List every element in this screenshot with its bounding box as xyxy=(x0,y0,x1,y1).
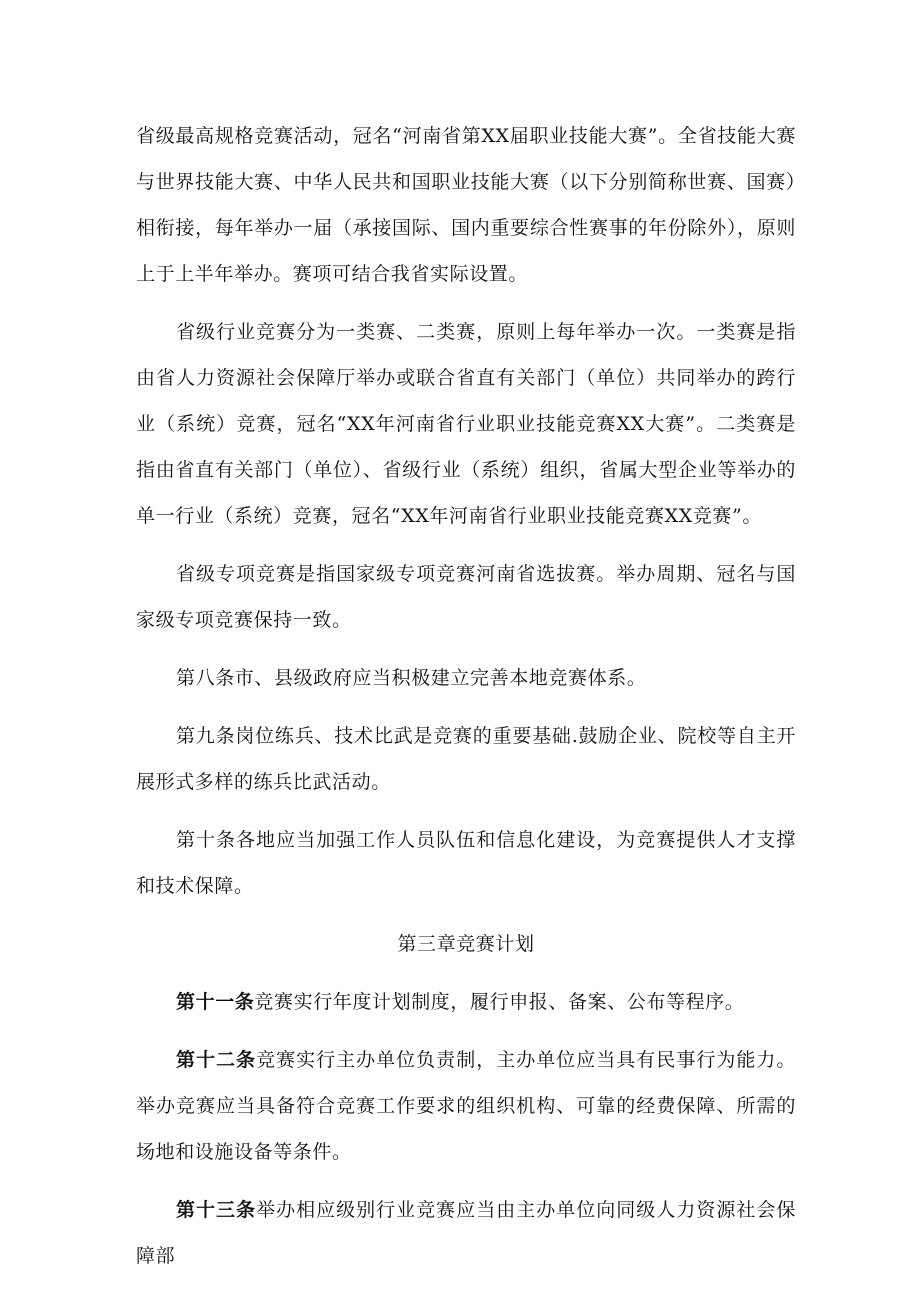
paragraph-article-12 xyxy=(136,1037,796,1175)
article-label: 第十三条 xyxy=(176,1199,257,1221)
paragraph-provincial-skills-contest: 省级最高规格竞赛活动，冠名“河南省第XX届职业技能大赛”。全省技能大赛与世界技能大赛、中华人民共和国职业技能大赛（以下分别简称世赛、国赛）相衔接，每年举办一届（承接国际、国内重要综合性赛事的年份除外），原则上于上半年举办。赛项可结合我省实际设置。 xyxy=(136,125,796,285)
paragraph-article-11 xyxy=(136,979,796,1025)
paragraph-article-13 xyxy=(136,1187,796,1279)
article-text: 举办相应级别行业竞赛应当由主办单位向同级人力资源社会保障部 xyxy=(136,1199,797,1267)
article-label: 第十二条 xyxy=(176,1049,257,1071)
paragraph-provincial-special-contest: 省级专项竞赛是指国家级专项竞赛河南省选拔赛。举办周期、冠名与国家级专项竞赛保持一致。 xyxy=(136,563,796,631)
paragraph-article-8: 第八条市、县级政府应当积极建立完善本地竞赛体系。 xyxy=(176,667,647,689)
chapter-heading: 第三章竞赛计划 xyxy=(397,933,535,955)
paragraph-article-10: 第十条各地应当加强工作人员队伍和信息化建设，为竞赛提供人才支撑和技术保障。 xyxy=(136,829,796,897)
article-text: 竞赛实行主办单位负责制，主办单位应当具有民事行为能力。举办竞赛应当具备符合竞赛工作要求的组织机构、可靠的经费保障、所需的场地和设施设备等条件。 xyxy=(136,1049,797,1163)
article-text: 竞赛实行年度计划制度，履行申报、备案、公布等程序。 xyxy=(254,991,745,1013)
paragraph-article-9: 第九条岗位练兵、技术比武是竞赛的重要基础.鼓励企业、院校等自主开展形式多样的练兵比武活动。 xyxy=(136,725,796,793)
article-label: 第十一条 xyxy=(176,991,255,1013)
paragraph-provincial-industry-contest: 省级行业竞赛分为一类赛、二类赛，原则上每年举办一次。一类赛是指由省人力资源社会保障厅举办或联合省直有关部门（单位）共同举办的跨行业（系统）竞赛，冠名“XX年河南省行业职业技能竞赛XX大赛”。二类赛是指由省直有关部门（单位）、省级行业（系统）组织，省属大型企业等举办的单一行业（系统）竞赛，冠名“XX年河南省行业职业技能竞赛XX竞赛”。 xyxy=(136,321,796,527)
